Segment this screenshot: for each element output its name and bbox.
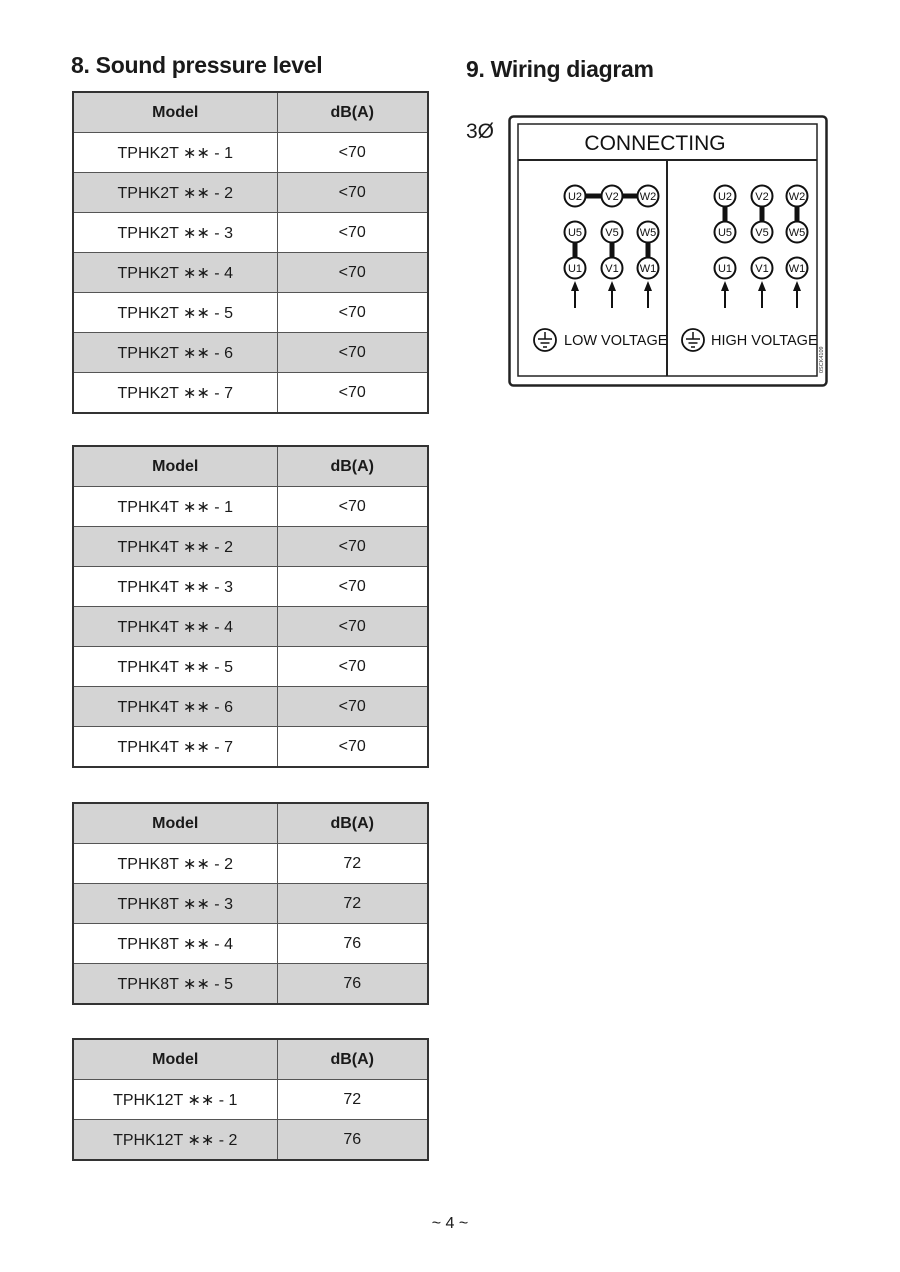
model-cell: TPHK4T ∗∗ - 6 <box>73 687 277 727</box>
high-voltage-label: HIGH VOLTAGE <box>711 333 818 349</box>
dba-cell: 76 <box>277 964 428 1005</box>
terminal-w1 <box>787 258 808 279</box>
low-voltage-label: LOW VOLTAGE <box>564 333 668 349</box>
terminal-label: V5 <box>755 227 769 239</box>
table-header-row <box>73 1039 428 1080</box>
model-cell: TPHK12T ∗∗ - 2 <box>73 1120 277 1161</box>
dba-cell: <70 <box>277 647 428 687</box>
model-cell: TPHK2T ∗∗ - 2 <box>73 173 277 213</box>
table-row <box>73 924 428 964</box>
table-row <box>73 567 428 607</box>
model-cell: TPHK2T ∗∗ - 5 <box>73 293 277 333</box>
spl-table-tphk12t <box>72 1038 429 1161</box>
table-row <box>73 527 428 567</box>
dba-cell: 72 <box>277 884 428 924</box>
model-cell: TPHK2T ∗∗ - 1 <box>73 133 277 173</box>
terminal-label: V1 <box>755 263 769 275</box>
header-model: Model <box>73 803 277 844</box>
terminal-u2 <box>565 186 586 207</box>
terminal-v2 <box>602 186 623 207</box>
table-row <box>73 173 428 213</box>
dba-cell: <70 <box>277 607 428 647</box>
terminal-v1 <box>752 258 773 279</box>
terminal-label: U5 <box>567 227 583 239</box>
dba-cell: <70 <box>277 373 428 414</box>
model-cell: TPHK4T ∗∗ - 3 <box>73 567 277 607</box>
model-cell: TPHK2T ∗∗ - 6 <box>73 333 277 373</box>
table-row <box>73 213 428 253</box>
terminal-label: U5 <box>717 227 733 239</box>
diagram-code: 0SCK4109 <box>819 346 825 373</box>
table-row <box>73 647 428 687</box>
dba-cell: <70 <box>277 487 428 527</box>
terminal-label: W2 <box>639 191 657 203</box>
terminal-label: W2 <box>788 191 806 203</box>
terminal-label: U1 <box>717 263 733 275</box>
table-row <box>73 133 428 173</box>
model-cell: TPHK8T ∗∗ - 5 <box>73 964 277 1005</box>
table-row <box>73 884 428 924</box>
model-cell: TPHK8T ∗∗ - 3 <box>73 884 277 924</box>
dba-cell: 76 <box>277 1120 428 1161</box>
table-row <box>73 253 428 293</box>
spl-table-tphk2t <box>72 91 429 414</box>
terminal-label: W5 <box>788 227 806 239</box>
header-model: Model <box>73 1039 277 1080</box>
terminal-label: U2 <box>567 191 583 203</box>
table-row <box>73 844 428 884</box>
terminal-label: V2 <box>605 191 619 203</box>
model-cell: TPHK8T ∗∗ - 4 <box>73 924 277 964</box>
table-row <box>73 293 428 333</box>
phase-label: 3Ø <box>466 120 495 143</box>
terminal-label: W1 <box>788 263 806 275</box>
dba-cell: <70 <box>277 333 428 373</box>
terminal-label: U1 <box>567 263 583 275</box>
model-cell: TPHK4T ∗∗ - 7 <box>73 727 277 768</box>
terminal-v1 <box>602 258 623 279</box>
header-dba: dB(A) <box>277 1039 428 1080</box>
table-row <box>73 1120 428 1161</box>
terminal-w5 <box>787 222 808 243</box>
dba-cell: <70 <box>277 293 428 333</box>
terminal-u1 <box>565 258 586 279</box>
terminal-label: V1 <box>605 263 619 275</box>
dba-cell: <70 <box>277 173 428 213</box>
terminal-u1 <box>715 258 736 279</box>
table-row <box>73 373 428 414</box>
earth-icon-low <box>534 329 556 351</box>
terminal-w2 <box>638 186 659 207</box>
diagram-title: CONNECTING <box>584 132 726 155</box>
header-model: Model <box>73 446 277 487</box>
table-header-row <box>73 803 428 844</box>
table-row <box>73 607 428 647</box>
header-dba: dB(A) <box>277 92 428 133</box>
table-row <box>73 487 428 527</box>
terminal-v5 <box>602 222 623 243</box>
terminal-u5 <box>715 222 736 243</box>
model-cell: TPHK2T ∗∗ - 4 <box>73 253 277 293</box>
terminal-u5 <box>565 222 586 243</box>
header-dba: dB(A) <box>277 446 428 487</box>
terminal-u2 <box>715 186 736 207</box>
terminal-label: W1 <box>639 263 657 275</box>
terminal-v5 <box>752 222 773 243</box>
table-row <box>73 964 428 1005</box>
model-cell: TPHK4T ∗∗ - 1 <box>73 487 277 527</box>
terminal-label: V5 <box>605 227 619 239</box>
model-cell: TPHK2T ∗∗ - 3 <box>73 213 277 253</box>
table-row <box>73 727 428 768</box>
dba-cell: <70 <box>277 253 428 293</box>
terminal-label: U2 <box>717 191 733 203</box>
model-cell: TPHK2T ∗∗ - 7 <box>73 373 277 414</box>
earth-icon-high <box>682 329 704 351</box>
terminal-w5 <box>638 222 659 243</box>
model-cell: TPHK4T ∗∗ - 2 <box>73 527 277 567</box>
header-model: Model <box>73 92 277 133</box>
section-8-title: 8. Sound pressure level <box>71 52 323 78</box>
dba-cell: <70 <box>277 527 428 567</box>
table-header-row <box>73 92 428 133</box>
dba-cell: <70 <box>277 567 428 607</box>
terminal-label: V2 <box>755 191 769 203</box>
dba-cell: <70 <box>277 687 428 727</box>
dba-cell: 72 <box>277 844 428 884</box>
header-dba: dB(A) <box>277 803 428 844</box>
dba-cell: <70 <box>277 213 428 253</box>
terminal-label: W5 <box>639 227 657 239</box>
table-row <box>73 687 428 727</box>
model-cell: TPHK8T ∗∗ - 2 <box>73 844 277 884</box>
model-cell: TPHK4T ∗∗ - 4 <box>73 607 277 647</box>
dba-cell: <70 <box>277 133 428 173</box>
terminal-w1 <box>638 258 659 279</box>
wiring-diagram <box>508 115 828 389</box>
page-number: ~ 4 ~ <box>431 1215 469 1232</box>
model-cell: TPHK4T ∗∗ - 5 <box>73 647 277 687</box>
model-cell: TPHK12T ∗∗ - 1 <box>73 1080 277 1120</box>
dba-cell: <70 <box>277 727 428 768</box>
section-9-title: 9. Wiring diagram <box>466 56 654 82</box>
terminal-v2 <box>752 186 773 207</box>
dba-cell: 72 <box>277 1080 428 1120</box>
spl-table-tphk4t <box>72 445 429 768</box>
dba-cell: 76 <box>277 924 428 964</box>
terminal-w2 <box>787 186 808 207</box>
spl-table-tphk8t <box>72 802 429 1005</box>
table-header-row <box>73 446 428 487</box>
table-row <box>73 1080 428 1120</box>
table-row <box>73 333 428 373</box>
